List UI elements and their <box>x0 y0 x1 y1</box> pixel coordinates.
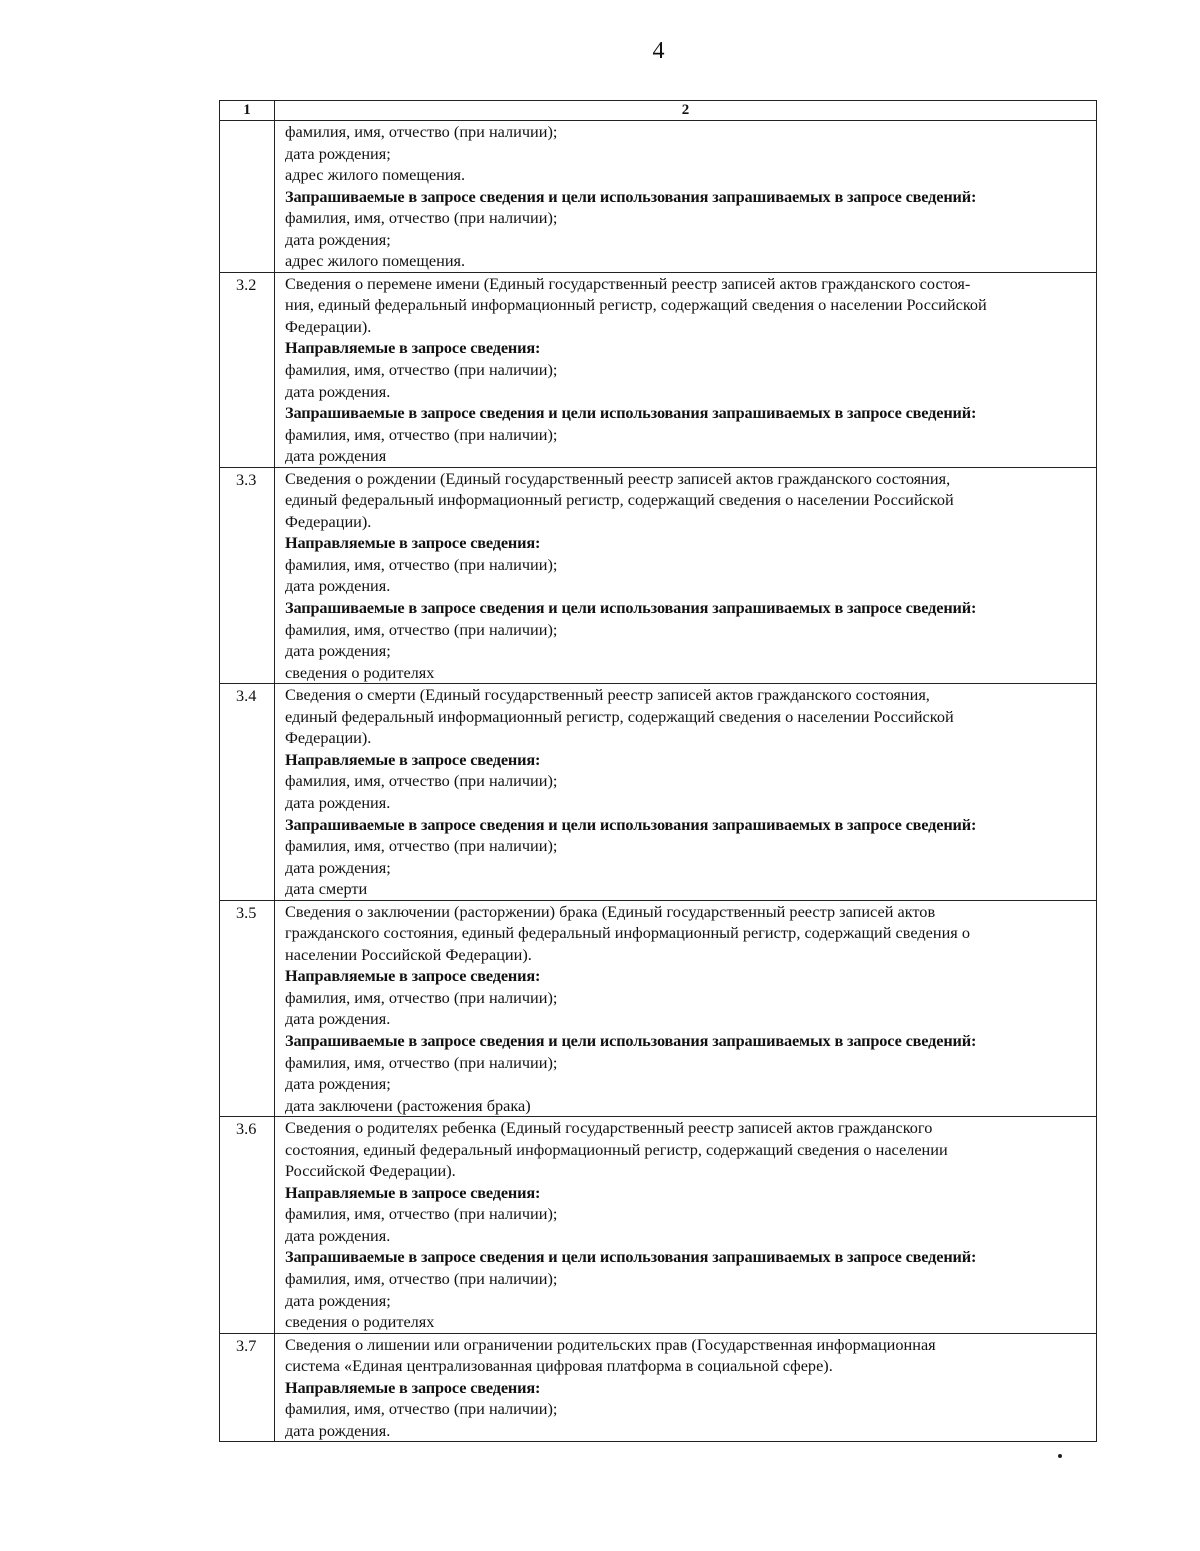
content-line: Российской Федерации). <box>285 1161 456 1181</box>
table-row <box>220 121 1097 273</box>
content-line: дата рождения; <box>285 641 391 661</box>
table-header-row <box>220 101 1097 121</box>
content-line: фамилия, имя, отчество (при наличии); <box>285 619 558 639</box>
content-line: система «Единая централизованная цифровая платформа в социальной сфере). <box>285 1356 833 1376</box>
row-number: 3.7 <box>220 1333 275 1442</box>
row-number: 3.5 <box>220 900 275 1116</box>
row-number: 3.4 <box>220 684 275 900</box>
content-line: фамилия, имя, отчество (при наличии); <box>285 1268 558 1288</box>
content-line: дата рождения; <box>285 1290 391 1310</box>
section-heading-line: Направляемые в запросе сведения: <box>285 966 541 986</box>
row-number: 3.2 <box>220 272 275 467</box>
table-row <box>220 900 1097 1116</box>
section-heading-line: Направляемые в запросе сведения: <box>285 1182 541 1202</box>
row-content <box>275 467 1097 683</box>
content-line: дата рождения. <box>285 1420 391 1440</box>
content-line: адрес жилого помещения. <box>285 251 466 271</box>
content-line: фамилия, имя, отчество (при наличии); <box>285 1052 558 1072</box>
content-line: Сведения о лишении или ограничении родительских прав (Государственная информационная <box>285 1334 936 1354</box>
table-row <box>220 1333 1097 1442</box>
content-line: состояния, единый федеральный информационный регистр, содержащий сведения о населении <box>285 1139 948 1159</box>
table-row <box>220 1117 1097 1333</box>
section-heading-line: Запрашиваемые в запросе сведения и цели использования запрашиваемых в запросе сведений: <box>285 403 977 423</box>
content-line: дата смерти <box>285 879 368 899</box>
table-row <box>220 684 1097 900</box>
content-line: населении Российской Федерации). <box>285 944 532 964</box>
page-number: 4 <box>652 38 665 64</box>
content-line: Сведения о родителях ребенка (Единый государственный реестр записей актов гражданского <box>285 1118 933 1138</box>
content-line: дата рождения. <box>285 1225 391 1245</box>
row-content <box>275 272 1097 467</box>
content-line: Федерации). <box>285 316 372 336</box>
section-heading-line: Запрашиваемые в запросе сведения и цели использования запрашиваемых в запросе сведений: <box>285 1030 977 1050</box>
content-line: адрес жилого помещения. <box>285 165 466 185</box>
content-line: фамилия, имя, отчество (при наличии); <box>285 836 558 856</box>
section-heading-line: Направляемые в запросе сведения: <box>285 1377 541 1397</box>
content-line: фамилия, имя, отчество (при наличии); <box>285 771 558 791</box>
row-number: 3.6 <box>220 1117 275 1333</box>
content-line: дата рождения. <box>285 381 391 401</box>
content-line: Федерации). <box>285 728 372 748</box>
table-body <box>220 121 1097 1442</box>
content-line: единый федеральный информационный регистр, содержащий сведения о населении Российской <box>285 490 954 510</box>
content-line: фамилия, имя, отчество (при наличии); <box>285 1204 558 1224</box>
content-line: Сведения о заключении (расторжении) брака (Единый государственный реестр записей актов <box>285 901 936 921</box>
section-heading-line: Запрашиваемые в запросе сведения и цели использования запрашиваемых в запросе сведений: <box>285 598 977 618</box>
content-line: Сведения о рождении (Единый государственный реестр записей актов гражданского состояния, <box>285 468 951 488</box>
content-line: дата рождения; <box>285 1074 391 1094</box>
content-line: фамилия, имя, отчество (при наличии); <box>285 1399 558 1419</box>
row-number <box>220 121 275 273</box>
content-line: единый федеральный информационный регистр, содержащий сведения о населении Российской <box>285 706 954 726</box>
row-content <box>275 1333 1097 1442</box>
section-heading-line: Запрашиваемые в запросе сведения и цели использования запрашиваемых в запросе сведений: <box>285 814 977 834</box>
row-content <box>275 900 1097 1116</box>
document-table <box>219 100 1097 1442</box>
content-line: сведения о родителях <box>285 662 435 682</box>
row-content <box>275 684 1097 900</box>
table-row <box>220 272 1097 467</box>
content-line: фамилия, имя, отчество (при наличии); <box>285 987 558 1007</box>
table-row <box>220 467 1097 683</box>
content-line: фамилия, имя, отчество (при наличии); <box>285 360 558 380</box>
content-line: Сведения о перемене имени (Единый государственный реестр записей актов гражданского состоя- <box>285 273 971 293</box>
row-content <box>275 1117 1097 1333</box>
content-line: гражданского состояния, единый федеральный информационный регистр, содержащий сведения о <box>285 923 970 943</box>
content-line: дата рождения. <box>285 792 391 812</box>
content-line: дата рождения. <box>285 576 391 596</box>
section-heading-line: Направляемые в запросе сведения: <box>285 338 541 358</box>
content-line: дата рождения; <box>285 229 391 249</box>
content-line: дата рождения; <box>285 857 391 877</box>
content-line: дата рождения <box>285 446 387 466</box>
content-line: фамилия, имя, отчество (при наличии); <box>285 554 558 574</box>
content-line: Федерации). <box>285 511 372 531</box>
content-line: фамилия, имя, отчество (при наличии); <box>285 424 558 444</box>
section-heading-line: Запрашиваемые в запросе сведения и цели использования запрашиваемых в запросе сведений: <box>285 1247 977 1267</box>
content-line: дата рождения. <box>285 1009 391 1029</box>
row-content <box>275 121 1097 273</box>
content-line: Сведения о смерти (Единый государственный реестр записей актов гражданского состояния, <box>285 685 930 705</box>
section-heading-line: Направляемые в запросе сведения: <box>285 749 541 769</box>
content-line: дата рождения; <box>285 143 391 163</box>
column-header-number: 1 <box>220 101 275 121</box>
column-header-content: 2 <box>275 101 1097 121</box>
stray-dot-mark <box>1058 1454 1062 1458</box>
row-number: 3.3 <box>220 467 275 683</box>
section-heading-line: Запрашиваемые в запросе сведения и цели использования запрашиваемых в запросе сведений: <box>285 186 977 206</box>
section-heading-line: Направляемые в запросе сведения: <box>285 533 541 553</box>
content-line: фамилия, имя, отчество (при наличии); <box>285 122 558 141</box>
content-line: фамилия, имя, отчество (при наличии); <box>285 208 558 228</box>
content-line: ния, единый федеральный информационный регистр, содержащий сведения о населении Российской <box>285 295 987 315</box>
content-line: сведения о родителях <box>285 1312 435 1332</box>
content-line: дата заключени (растожения брака) <box>285 1095 531 1115</box>
